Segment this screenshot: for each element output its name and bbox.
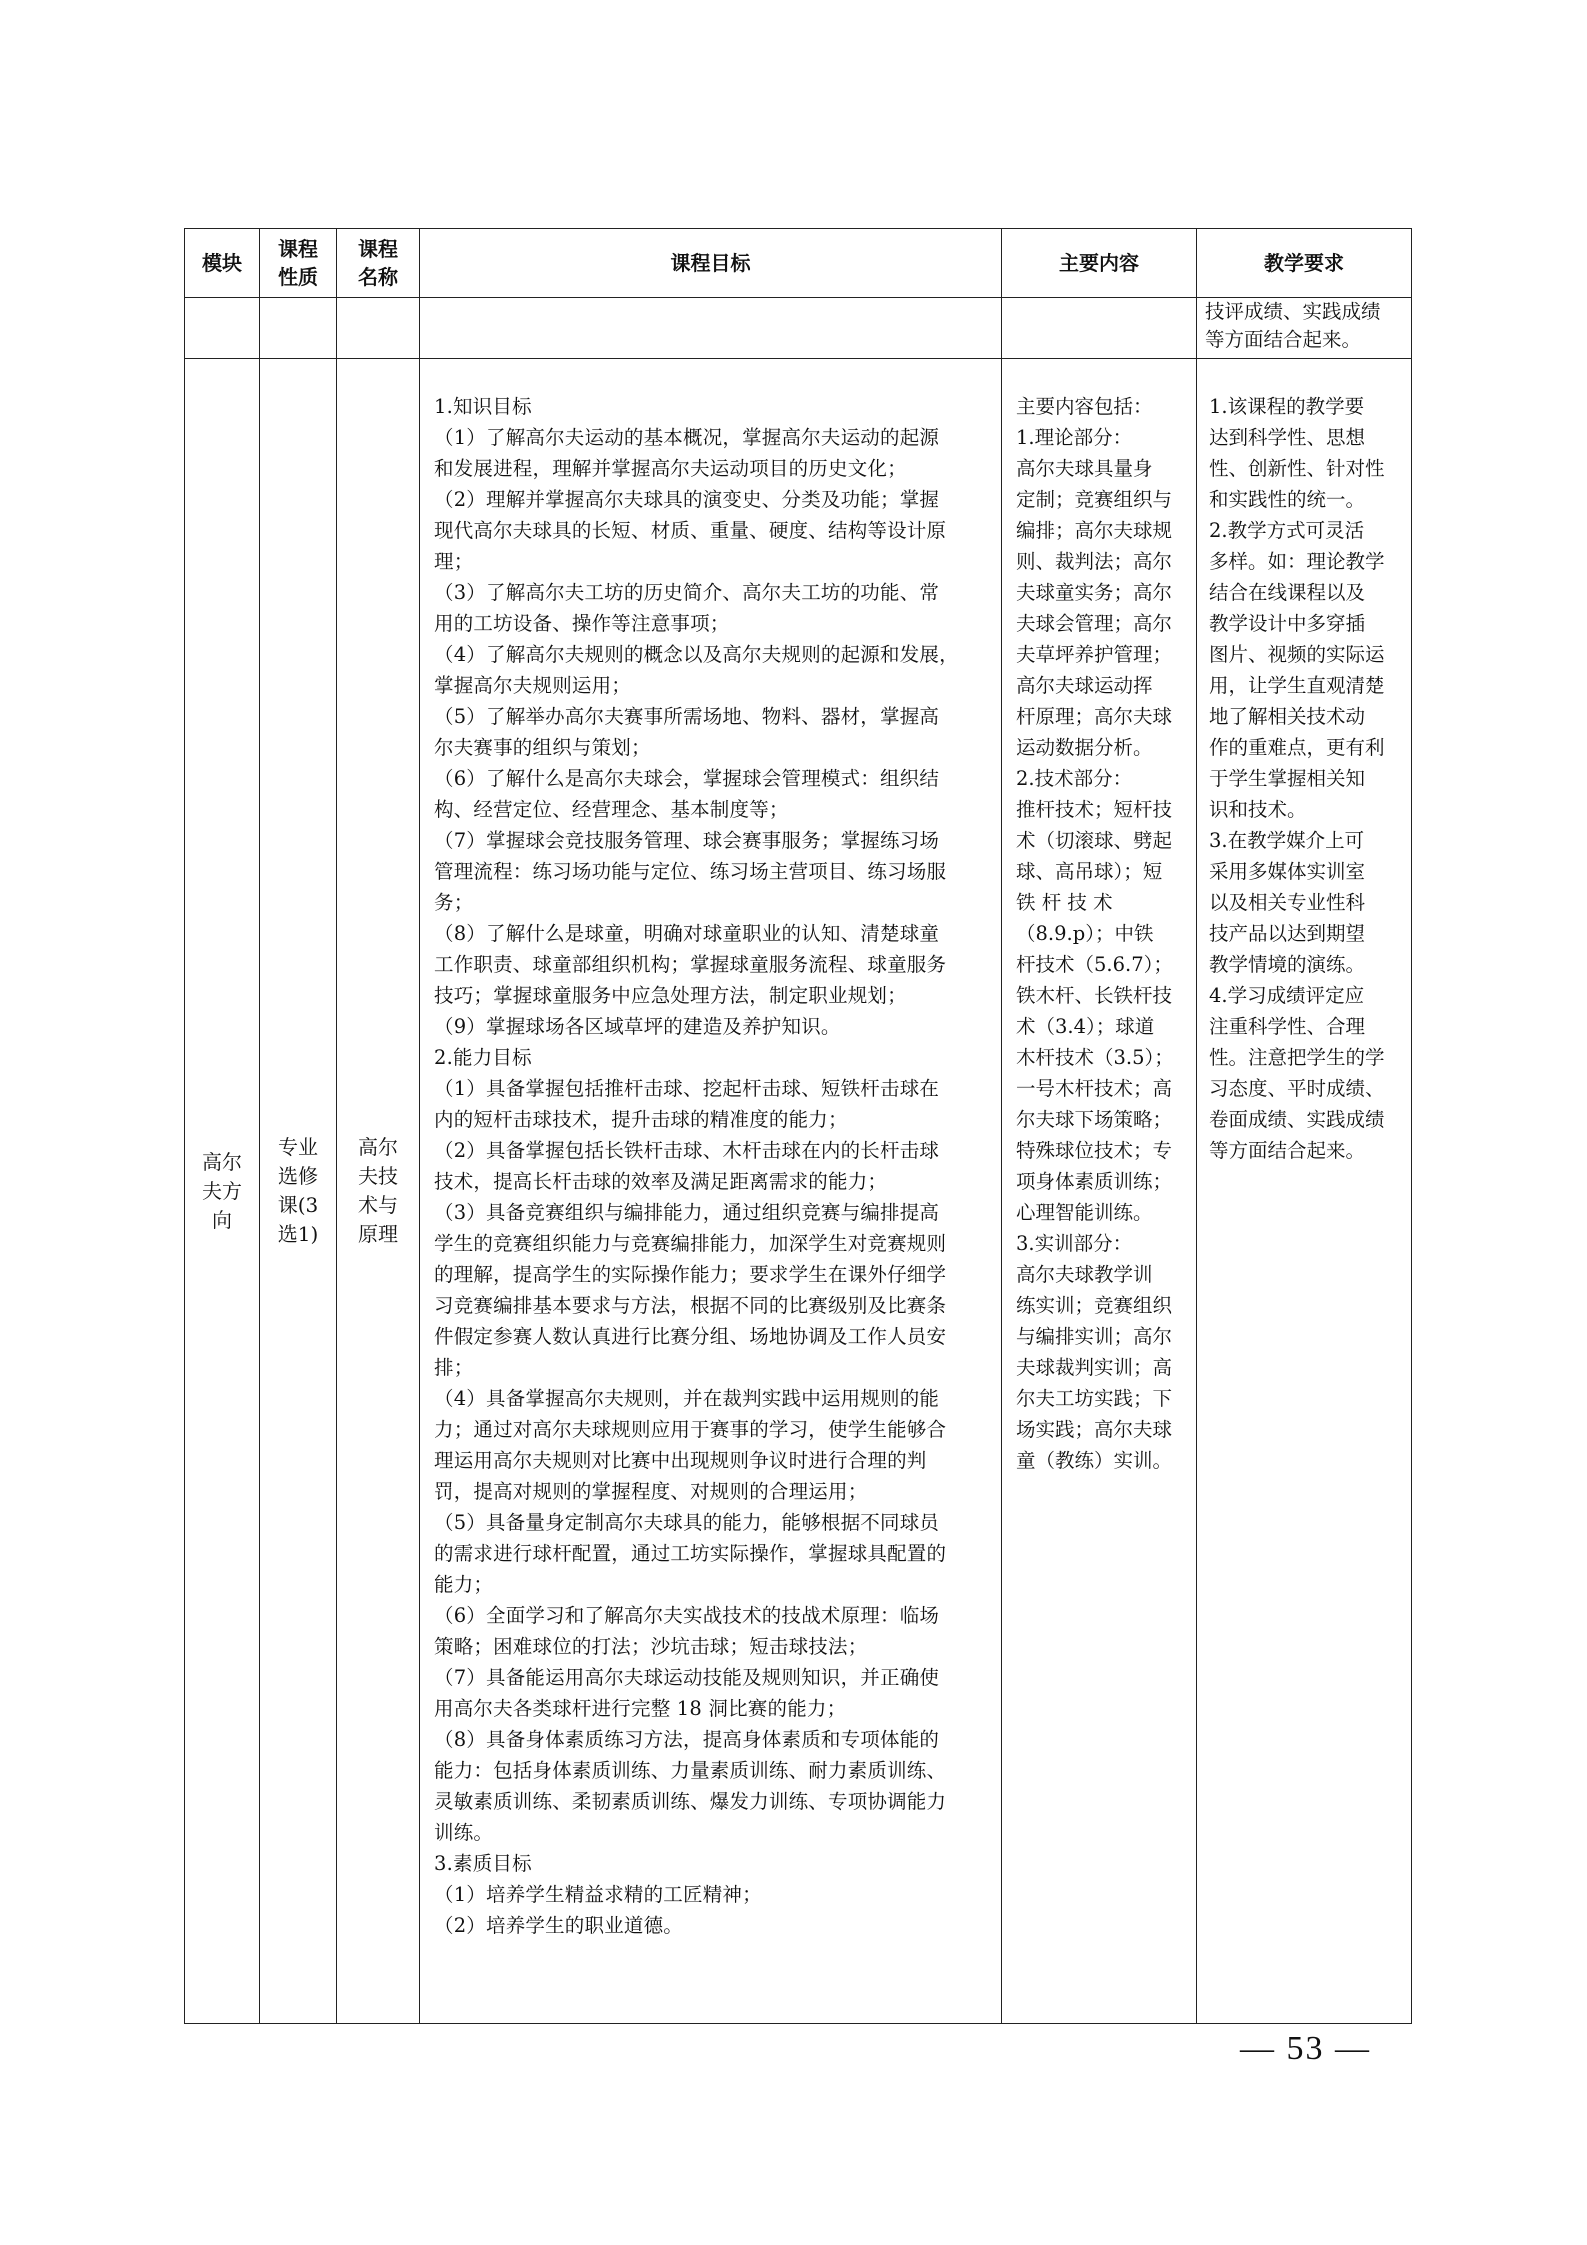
course-table — [184, 228, 1412, 2024]
course-goals-cell: 1.知识目标 （1）了解高尔夫运动的基本概况，掌握高尔夫运动的起源 和发展进程，理解并掌握高尔夫运动项目的历史文化； （2）理解并掌握高尔夫球具的演变史、分类及功能；掌握 现代高尔夫球具的长短、材质、重量、硬度、结构等设计原 理； （3）了解高尔夫工坊的历史简介、高尔夫工坊的功能、常 用的工坊设备、操作等注意事项； （4）了解高尔夫规则的概念以及高尔夫规则的起源和发展， 掌握高尔夫规则运用； （5）了解举办高尔夫赛事所需场地、物料、器材，掌握高 尔夫赛事的组织与策划； （6）了解什么是高尔夫球会，掌握球会管理模式：组织结 构、经营定位、经营理念、基本制度等； （7）掌握球会竞技服务管理、球会赛事服务；掌握练习场 管理流程：练习场功能与定位、练习场主营项目、练习场服 务； （8）了解什么是球童，明确对球童职业的认知、清楚球童 工作职责、球童部组织机构；掌握球童服务流程、球童服务 技巧；掌握球童服务中应急处理方法，制定职业规划； （9）掌握球场各区域草坪的建造及养护知识。 2.能力目标 （1）具备掌握包括推杆击球、挖起杆击球、短铁杆击球在 内的短杆击球技术，提升击球的精准度的能力； （2）具备掌握包括长铁杆击球、木杆击球在内的长杆击球 技术，提高长杆击球的效率及满足距离需求的能力； （3）具备竞赛组织与编排能力，通过组织竞赛与编排提高 学生的竞赛组织能力与竞赛编排能力，加深学生对竞赛规则 的理解，提高学生的实际操作能力；要求学生在课外仔细学 习竞赛编排基本要求与方法，根据不同的比赛级别及比赛条 件假定参赛人数认真进行比赛分组、场地协调及工作人员安 排； （4）具备掌握高尔夫规则，并在裁判实践中运用规则的能 力；通过对高尔夫球规则应用于赛事的学习，使学生能够合 理运用高尔夫规则对比赛中出现规则争议时进行合理的判 罚，提高对规则的掌握程度、对规则的合理运用； （5）具备量身定制高尔夫球具的能力，能够根据不同球员 的需求进行球杆配置，通过工坊实际操作，掌握球具配置的 能力； （6）全面学习和了解高尔夫实战技术的技战术原理：临场 策略；困难球位的打法；沙坑击球；短击球技法； （7）具备能运用高尔夫球运动技能及规则知识，并正确使 用高尔夫各类球杆进行完整 18 洞比赛的能力； （8）具备身体素质练习方法，提高身体素质和专项体能的 能力：包括身体素质训练、力量素质训练、耐力素质训练、 灵敏素质训练、柔韧素质训练、爆发力训练、专项协调能力 训练。 3.素质目标 （1）培养学生精益求精的工匠精神； （2）培养学生的职业道德。 — [434, 395, 959, 1937]
header-teaching-requirements: 教学要求 — [1197, 229, 1412, 298]
header-course-goals: 课程目标 — [420, 229, 1002, 298]
course-nature-cell: 专业 选修 课(3 选1) — [277, 1135, 319, 1246]
table-header-row — [185, 229, 1412, 298]
header-main-content: 主要内容 — [1002, 229, 1197, 298]
header-course-name: 课程 名称 — [337, 229, 420, 298]
course-name-cell: 高尔 夫技 术与 原理 — [358, 1135, 398, 1246]
page-number: — 53 — — [1240, 2030, 1371, 2067]
table-row — [185, 359, 1412, 2024]
continued-row — [185, 298, 1412, 359]
header-module: 模块 — [185, 229, 260, 298]
module-cell: 高尔 夫方 向 — [202, 1149, 242, 1232]
teaching-requirements-cell: 1.该课程的教学要 达到科学性、思想 性、创新性、针对性 和实践性的统一。 2.教学方式可灵活 多样。如：理论教学 结合在线课程以及 教学设计中多穿插 图片、视频的实际运 用，让学生直观清楚 地了解相关技术动 作的重难点，更有利 于学生掌握相关知 识和技术。 3.在教学媒介上可 采用多媒体实训室 以及相关专业性科 技产品以达到期望 教学情境的演练。 4.学习成绩评定应 注重科学性、合理 性。注意把学生的学 习态度、平时成绩、 卷面成绩、实践成绩 等方面结合起来。 — [1209, 395, 1385, 1162]
main-content-cell: 主要内容包括： 1.理论部分： 高尔夫球具量身 定制；竞赛组织与 编排；高尔夫球规 则、裁判法；高尔 夫球童实务；高尔 夫球会管理；高尔 夫草坪养护管理； 高尔夫球运动挥 杆原理；高尔夫球 运动数据分析。 2.技术部分： 推杆技术；短杆技 术（切滚球、劈起 球、高吊球）；短 铁 杆 技 术 （8.9.p）；中铁 杆技术（5.6.7）； 铁木杆、长铁杆技 术（3.4）；球道 木杆技术（3.5）； 一号木杆技术；高 尔夫球下场策略； 特殊球位技术；专 项身体素质训练； 心理智能训练。 3.实训部分： 高尔夫球教学训 练实训；竞赛组织 与编排实训；高尔 夫球裁判实训；高 尔夫工坊实践；下 场实践；高尔夫球 童（教练）实训。 — [1016, 395, 1174, 1472]
continued-requirements-text: 技评成绩、实践成绩 等方面结合起来。 — [1205, 300, 1381, 351]
header-course-nature: 课程 性质 — [260, 229, 337, 298]
